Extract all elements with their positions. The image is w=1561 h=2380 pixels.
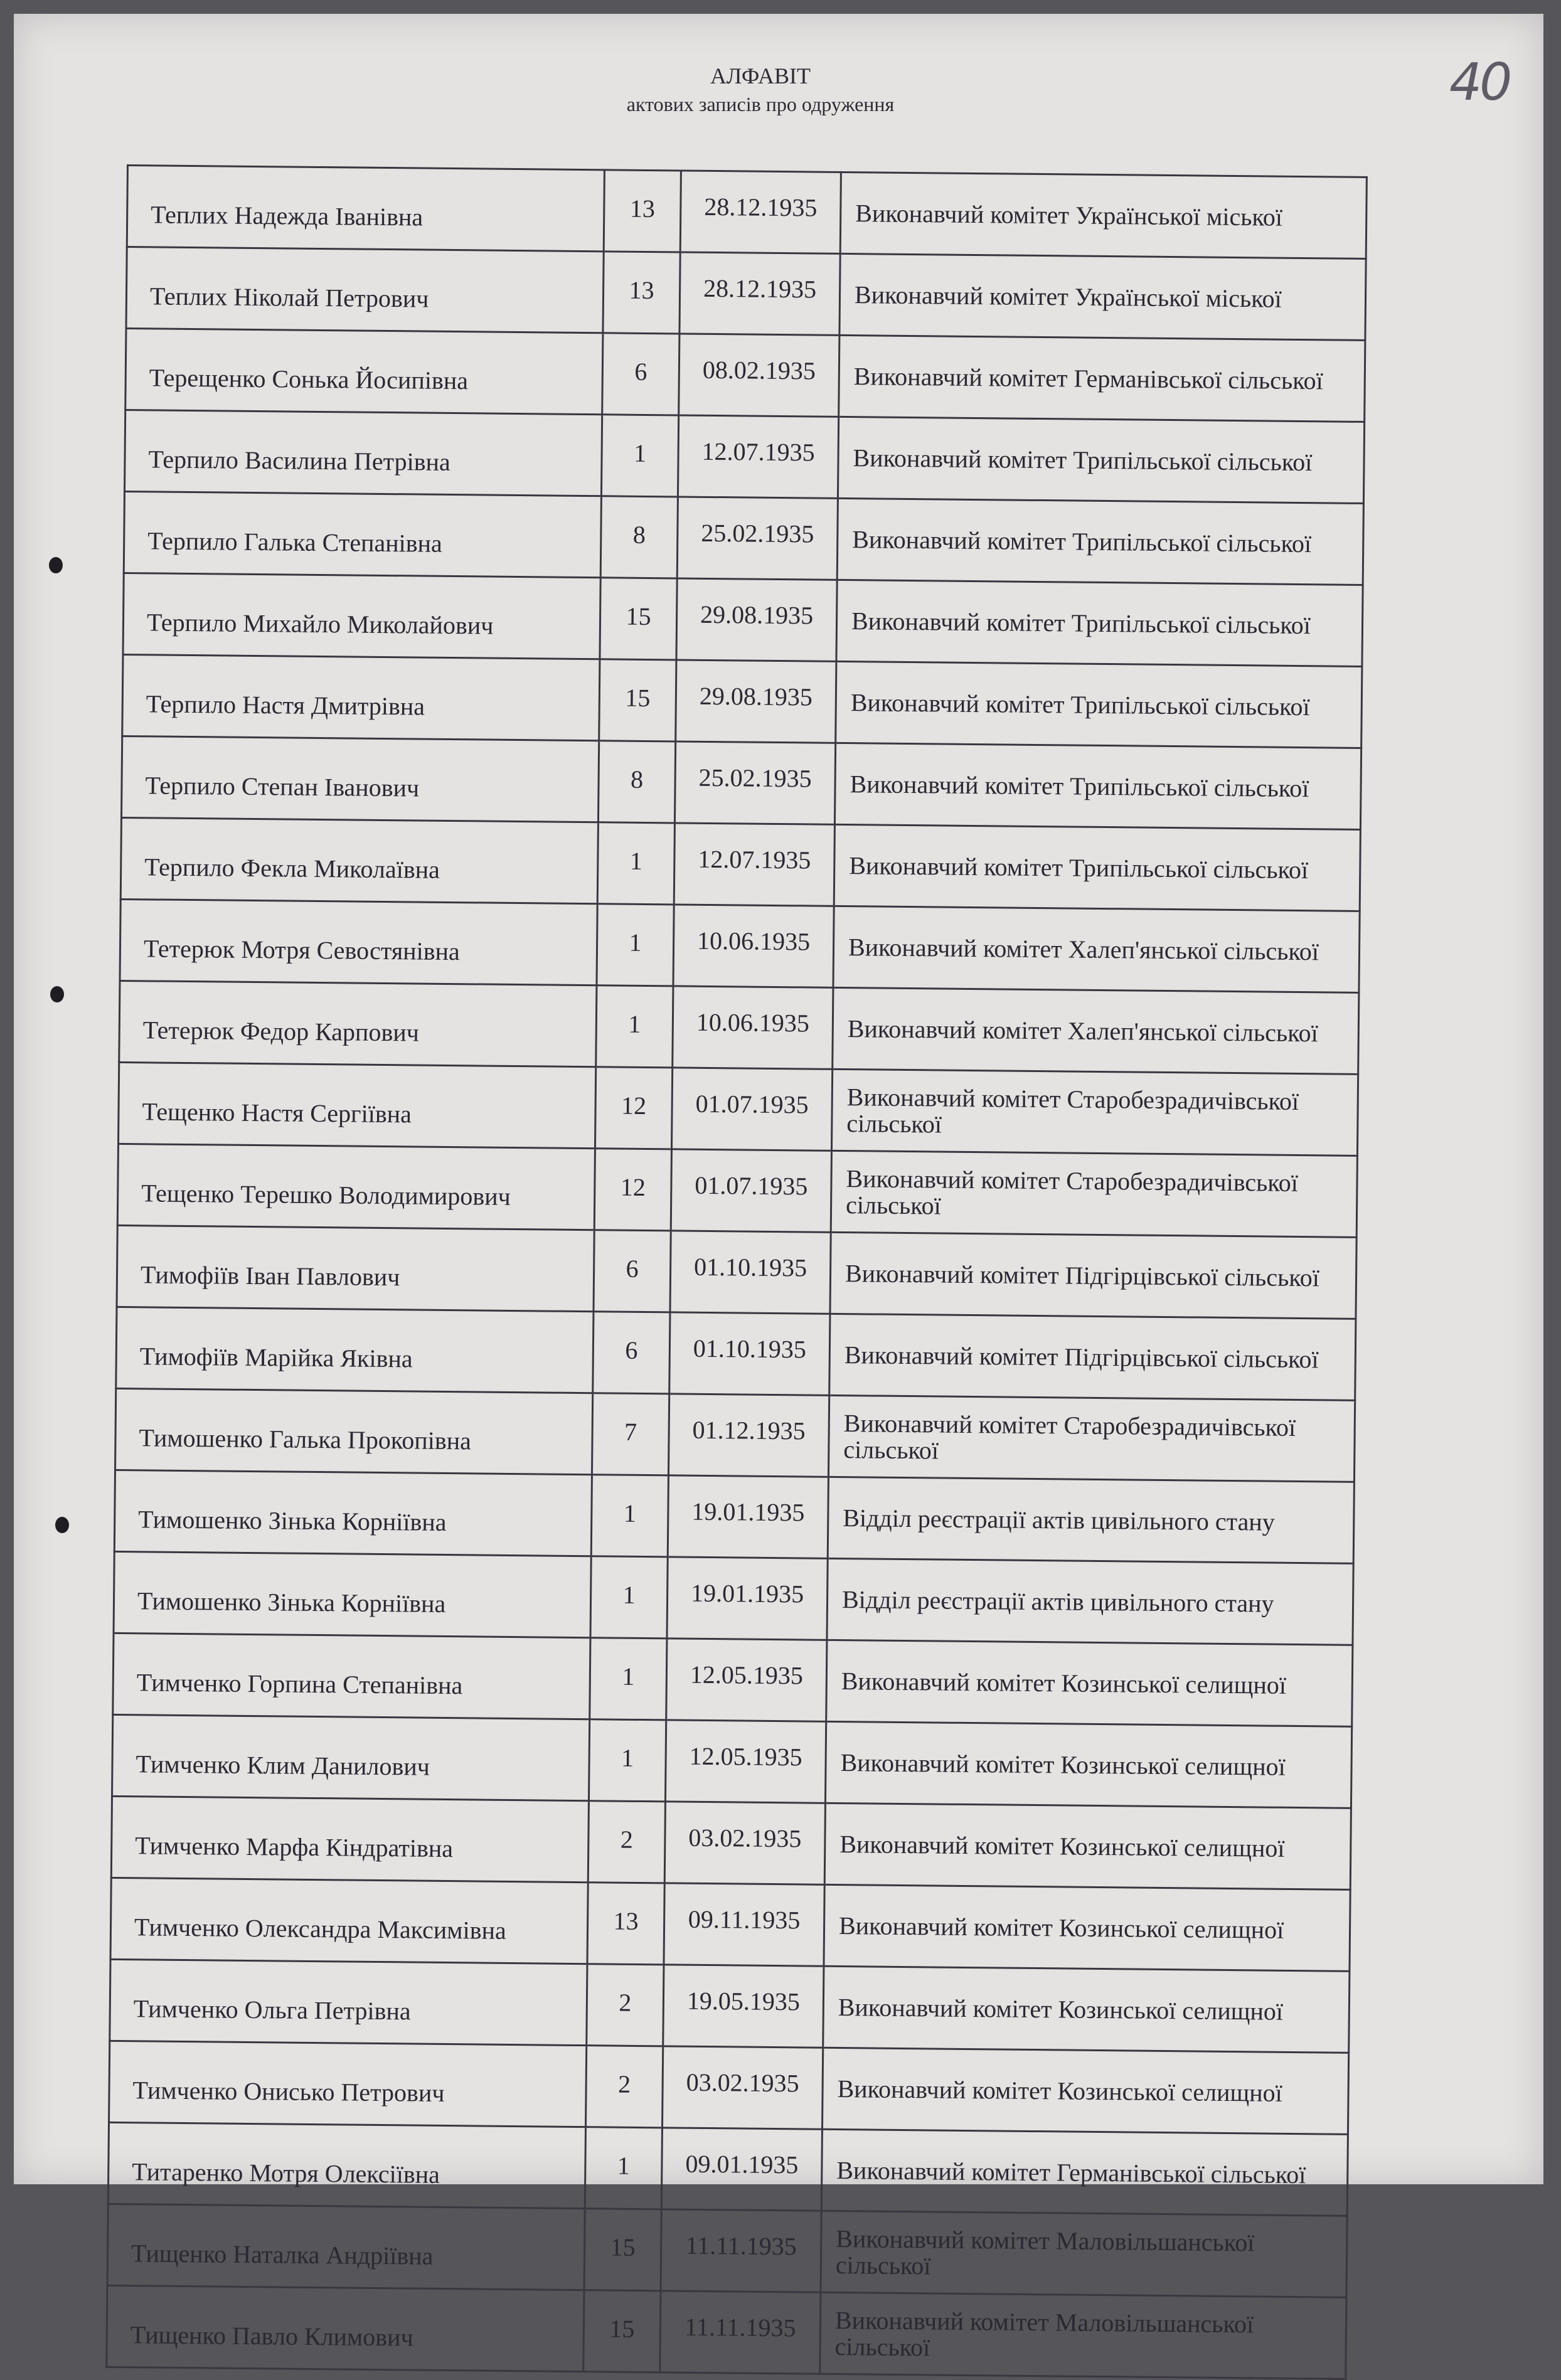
table-row — [108, 2122, 1348, 2216]
record-number-cell: 8 — [598, 741, 675, 823]
document-page — [14, 14, 1543, 2361]
table-row — [110, 1959, 1350, 2053]
punch-hole-mark — [49, 557, 63, 573]
record-number-cell: 2 — [586, 2046, 663, 2128]
registering-authority-cell: Виконавчий комітет Підгірцівської сільської — [829, 1314, 1356, 1400]
registering-authority-cell: Виконавчий комітет Трипільської сільської — [834, 824, 1360, 911]
document-title: АЛФАВІТ — [710, 63, 811, 88]
registering-authority-cell: Виконавчий комітет Козинської селищної — [825, 1721, 1351, 1808]
registration-date-cell: 08.02.1935 — [679, 334, 839, 417]
record-number-cell: 1 — [590, 1638, 667, 1720]
registration-date-cell: 09.11.1935 — [664, 1883, 824, 1966]
record-number-cell: 15 — [583, 2290, 661, 2372]
registration-date-cell: 12.07.1935 — [674, 823, 834, 906]
registering-authority-cell: Виконавчий комітет Трипільської сільської — [837, 498, 1363, 585]
record-number-cell: 1 — [597, 904, 674, 986]
table-row — [114, 1551, 1353, 1645]
registration-date-cell: 12.07.1935 — [678, 415, 838, 498]
registering-authority-cell: Виконавчий комітет Маловільшанської сільської — [820, 2292, 1346, 2379]
registering-authority-cell: Виконавчий комітет Маловільшанської сільської — [821, 2211, 1347, 2297]
person-name-cell: Тещенко Терешко Володимирович — [117, 1144, 595, 1230]
registering-authority-cell: Виконавчий комітет Української міської — [839, 253, 1366, 340]
record-number-cell: 6 — [594, 1230, 671, 1312]
registration-date-cell: 29.08.1935 — [676, 578, 837, 661]
registering-authority-cell: Виконавчий комітет Германівської сільської — [839, 335, 1365, 422]
table-row — [120, 899, 1360, 992]
punch-hole-mark — [50, 986, 64, 1002]
record-number-cell: 13 — [604, 170, 681, 252]
table-row — [111, 1796, 1351, 1889]
registering-authority-cell: Виконавчий комітет Германівської сільської — [821, 2129, 1348, 2216]
registration-date-cell: 28.12.1935 — [679, 252, 840, 335]
registering-authority-cell: Виконавчий комітет Підгірцівської сільської — [830, 1232, 1356, 1319]
registration-date-cell: 29.08.1935 — [676, 660, 836, 743]
registration-date-cell: 28.12.1935 — [680, 171, 841, 253]
registration-date-cell: 01.07.1935 — [671, 1068, 832, 1150]
person-name-cell: Терещенко Сонька Йосипівна — [125, 329, 603, 415]
record-number-cell: 12 — [595, 1067, 672, 1149]
registering-authority-cell: Виконавчий комітет Української міської — [840, 172, 1367, 258]
registering-authority-cell: Виконавчий комітет Старобезрадичівської сільської — [828, 1395, 1355, 1482]
person-name-cell: Тимченко Олександра Максимівна — [110, 1878, 588, 1963]
record-number-cell: 15 — [599, 659, 676, 741]
registering-authority-cell: Виконавчий комітет Старобезрадичівської сільської — [831, 1069, 1358, 1155]
registering-authority-cell: Відділ реєстрації актів цивільного стану — [828, 1477, 1354, 1563]
record-number-cell: 15 — [600, 578, 677, 660]
record-number-cell: 1 — [591, 1475, 668, 1557]
handwritten-page-number: 40 — [1449, 53, 1510, 112]
person-name-cell: Тимченко Марфа Кіндратівна — [111, 1796, 589, 1882]
table-row — [119, 1062, 1358, 1155]
registering-authority-cell: Виконавчий комітет Халеп'янської сільської — [833, 906, 1360, 992]
table-row — [124, 410, 1364, 503]
record-number-cell: 6 — [593, 1312, 670, 1394]
record-number-cell: 6 — [602, 333, 679, 415]
table-row — [107, 2204, 1347, 2297]
record-number-cell: 1 — [601, 415, 678, 497]
registration-date-cell: 09.01.1935 — [661, 2128, 822, 2211]
table-row — [127, 166, 1367, 259]
document-subtitle: актових записів про одруження — [626, 93, 895, 115]
person-name-cell: Тищенко Наталка Андріївна — [107, 2204, 585, 2290]
person-name-cell: Тетерюк Федор Карпович — [119, 980, 597, 1066]
registration-date-cell: 10.06.1935 — [673, 986, 833, 1069]
registering-authority-cell: Виконавчий комітет Трипільської сільської — [838, 417, 1364, 503]
table-row — [113, 1633, 1353, 1726]
registering-authority-cell: Виконавчий комітет Козинської селищної — [824, 1803, 1351, 1889]
registration-date-cell: 19.01.1935 — [667, 1557, 828, 1640]
registration-date-cell: 11.11.1935 — [660, 2291, 821, 2374]
registering-authority-cell: Виконавчий комітет Трипільської сільської — [834, 743, 1361, 829]
record-number-cell: 8 — [600, 496, 678, 578]
table-row — [122, 654, 1362, 748]
person-name-cell: Тимченко Горпина Степанівна — [113, 1633, 590, 1719]
table-row — [107, 2285, 1346, 2379]
person-name-cell: Тимченко Ольга Петрівна — [110, 1959, 587, 2045]
table-row — [109, 2041, 1349, 2134]
registration-date-cell: 19.05.1935 — [663, 1965, 824, 2048]
marriage-records-table — [105, 164, 1368, 2380]
table-row — [125, 329, 1365, 422]
registration-date-cell: 01.07.1935 — [671, 1149, 831, 1232]
record-number-cell: 1 — [597, 822, 674, 905]
table-row — [123, 573, 1363, 666]
registration-date-cell: 01.12.1935 — [668, 1394, 829, 1477]
record-number-cell: 12 — [594, 1149, 671, 1231]
record-number-cell: 15 — [584, 2209, 661, 2291]
record-number-cell: 13 — [603, 252, 680, 334]
registering-authority-cell: Виконавчий комітет Трипільської сільської — [836, 661, 1362, 748]
registration-date-cell: 25.02.1935 — [677, 497, 838, 580]
person-name-cell: Терпило Настя Дмитрівна — [122, 654, 600, 740]
registering-authority-cell: Відділ реєстрації актів цивільного стану — [827, 1558, 1353, 1645]
person-name-cell: Тимченко Клим Данилович — [112, 1714, 590, 1800]
registration-date-cell: 25.02.1935 — [674, 741, 835, 824]
person-name-cell: Тетерюк Мотря Севостянівна — [120, 899, 597, 985]
table-row — [124, 491, 1363, 585]
records-table-body — [107, 166, 1367, 2379]
record-number-cell: 2 — [588, 1801, 665, 1883]
table-row — [117, 1225, 1356, 1319]
registering-authority-cell: Виконавчий комітет Козинської селищної — [824, 1884, 1350, 1971]
table-row — [120, 817, 1360, 911]
person-name-cell: Теплих Ніколай Петрович — [126, 247, 604, 333]
registration-date-cell: 01.10.1935 — [670, 1231, 831, 1314]
person-name-cell: Тимошенко Зінька Корніївна — [114, 1551, 591, 1637]
person-name-cell: Терпило Михайло Миколайович — [123, 573, 600, 659]
registering-authority-cell: Виконавчий комітет Козинської селищної — [822, 2048, 1348, 2134]
person-name-cell: Тимошенко Галька Прокопівна — [115, 1388, 593, 1474]
record-number-cell: 1 — [589, 1719, 666, 1802]
registration-date-cell: 01.10.1935 — [669, 1312, 830, 1395]
person-name-cell: Терпило Фекла Миколаївна — [120, 817, 598, 903]
person-name-cell: Терпило Галька Степанівна — [124, 491, 601, 577]
person-name-cell: Тищенко Павло Климович — [107, 2285, 584, 2371]
registering-authority-cell: Виконавчий комітет Козинської селищної — [823, 1966, 1350, 2053]
person-name-cell: Тещенко Настя Сергіївна — [119, 1062, 596, 1148]
table-row — [114, 1470, 1354, 1563]
table-row — [116, 1307, 1356, 1400]
punch-hole-mark — [55, 1517, 69, 1533]
registration-date-cell: 11.11.1935 — [661, 2209, 821, 2292]
registration-date-cell: 10.06.1935 — [673, 905, 834, 987]
registration-date-cell: 12.05.1935 — [666, 1639, 827, 1721]
person-name-cell: Тимофіїв Іван Павлович — [117, 1225, 594, 1311]
registering-authority-cell: Виконавчий комітет Козинської селищної — [826, 1640, 1353, 1726]
record-number-cell: 1 — [590, 1556, 668, 1639]
table-row — [122, 736, 1361, 829]
person-name-cell: Тимошенко Зінька Корніївна — [114, 1470, 592, 1556]
table-row — [126, 247, 1366, 341]
table-row — [110, 1878, 1350, 1971]
record-number-cell: 7 — [592, 1393, 669, 1475]
registering-authority-cell: Виконавчий комітет Старобезрадичівської сільської — [831, 1150, 1357, 1237]
record-number-cell: 1 — [596, 985, 673, 1068]
registering-authority-cell: Виконавчий комітет Трипільської сільської — [836, 580, 1363, 666]
person-name-cell: Теплих Надежда Іванівна — [127, 166, 604, 252]
table-row — [112, 1714, 1352, 1808]
person-name-cell: Терпило Василина Петрівна — [124, 410, 602, 496]
person-name-cell: Тимченко Онисько Петрович — [109, 2041, 587, 2127]
registration-date-cell: 12.05.1935 — [665, 1720, 826, 1803]
person-name-cell: Тимофіїв Марійка Яківна — [116, 1307, 594, 1393]
registration-date-cell: 19.01.1935 — [668, 1475, 828, 1558]
record-number-cell: 13 — [587, 1883, 664, 1965]
table-row — [115, 1388, 1355, 1482]
table-row — [119, 980, 1359, 1074]
record-number-cell: 1 — [585, 2127, 662, 2209]
registration-date-cell: 03.02.1935 — [664, 1802, 825, 1884]
person-name-cell: Титаренко Мотря Олексіївна — [108, 2122, 585, 2208]
registering-authority-cell: Виконавчий комітет Халеп'янської сільської — [833, 987, 1359, 1074]
person-name-cell: Терпило Степан Іванович — [122, 736, 599, 822]
registration-date-cell: 03.02.1935 — [662, 2046, 823, 2129]
record-number-cell: 2 — [587, 1964, 664, 2046]
table-row — [117, 1144, 1357, 1237]
